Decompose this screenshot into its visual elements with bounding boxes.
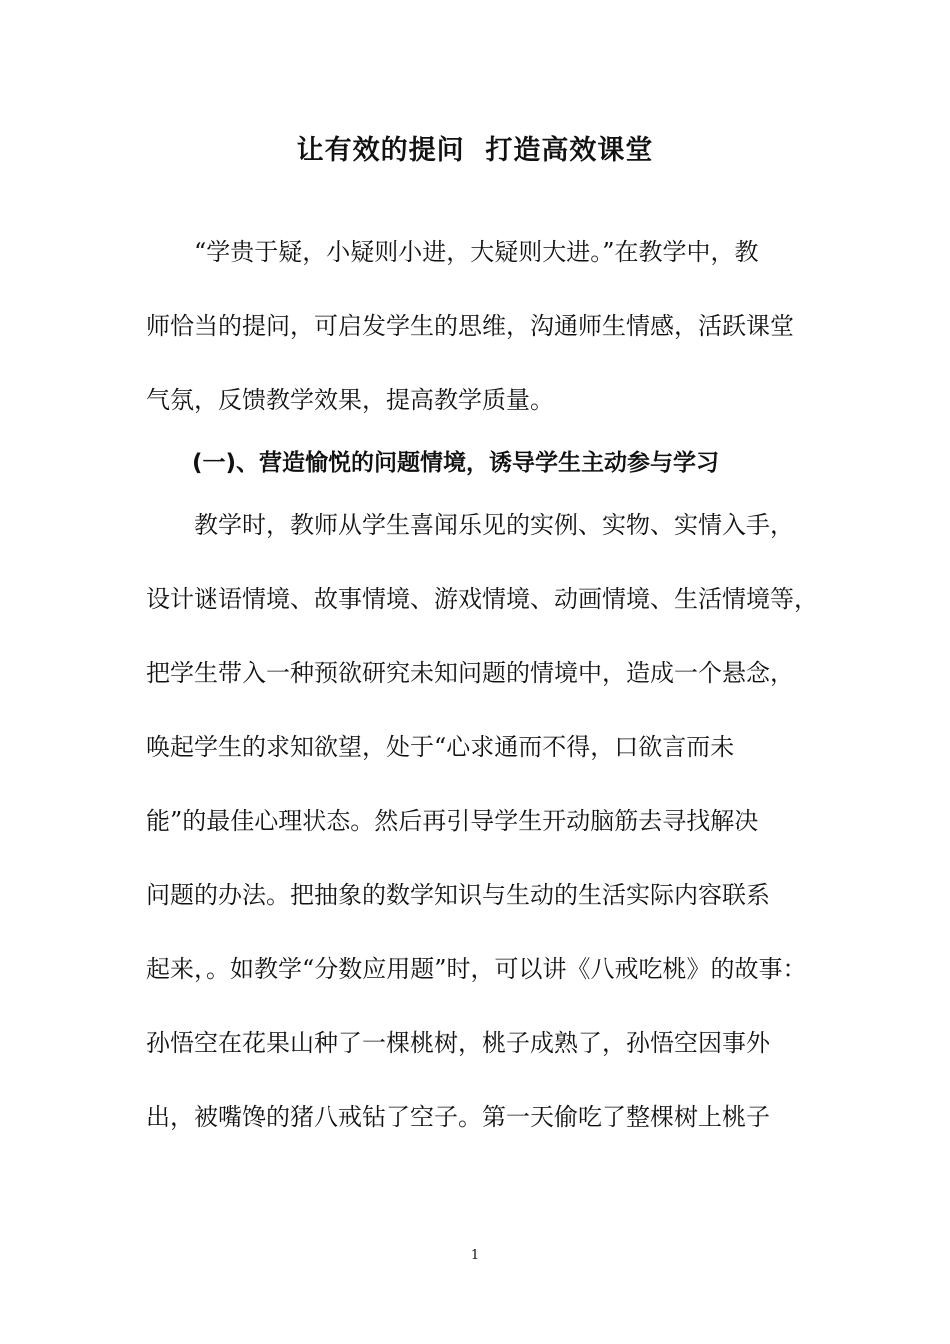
paragraph-line: 师恰当的提问，可启发学生的思维，沟通师生情感，活跃课堂 <box>146 312 794 340</box>
paragraph-line: 能”的最佳心理状态。然后再引导学生开动脑筋去寻找解决 <box>146 807 759 835</box>
paragraph-line: 把学生带入一种预欲研究未知问题的情境中，造成一个悬念， <box>146 659 794 687</box>
paragraph-line: “学贵于疑，小疑则小进，大疑则大进。”在教学中，教 <box>146 238 759 266</box>
page-number: 1 <box>470 1248 480 1263</box>
paragraph-line: 问题的办法。把抽象的数学知识与生动的生活实际内容联系 <box>146 881 770 909</box>
paragraph-line: 气氛，反馈教学效果，提高教学质量。 <box>146 386 554 414</box>
section-heading: (一)、营造愉悦的问题情境，诱导学生主动参与学习 <box>146 450 720 476</box>
paragraph-line: 孙悟空在花果山种了一棵桃树，桃子成熟了，孙悟空因事外 <box>146 1029 770 1057</box>
paragraph-line: 设计谜语情境、故事情境、游戏情境、动画情境、生活情境等， <box>146 585 818 613</box>
document-title: 让有效的提问 打造高效课堂 <box>296 135 654 166</box>
paragraph-line: 起来，。如教学“分数应用题”时，可以讲《八戒吃桃》的故事： <box>146 955 807 983</box>
paragraph-line: 出，被嘴馋的猪八戒钻了空子。第一天偷吃了整棵树上桃子 <box>146 1103 770 1131</box>
paragraph-line: 唤起学生的求知欲望，处于“心求通而不得，口欲言而未 <box>146 733 735 761</box>
paragraph-line: 教学时，教师从学生喜闻乐见的实例、实物、实情入手， <box>146 511 794 539</box>
